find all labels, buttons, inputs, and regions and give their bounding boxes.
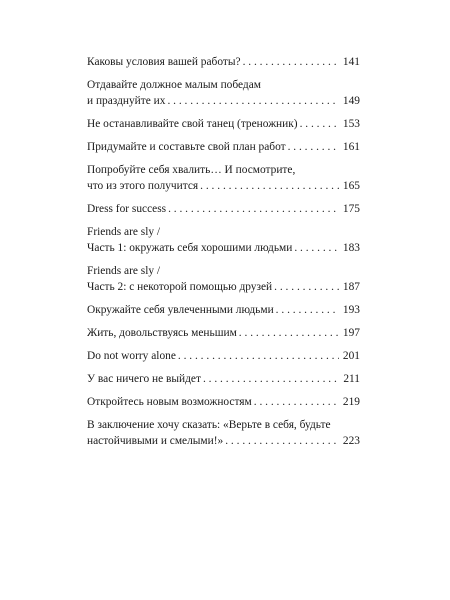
toc-page-number: 161 <box>342 141 360 153</box>
toc-entry-title-line: В заключение хочу сказать: «Верьте в себя, будьте <box>87 419 331 431</box>
toc-entry-row <box>87 201 360 217</box>
toc-entry-title-line: Часть 2: с некоторой помощью друзей <box>87 281 273 293</box>
dot-leader <box>200 178 339 194</box>
toc-entry-title-line: Откройтесь новым возможностям <box>87 396 252 408</box>
toc-entry-title-line: Попробуйте себя хвалить… И посмотрите, <box>87 164 296 176</box>
toc-page-number: 183 <box>342 242 360 254</box>
toc-page-number: 193 <box>342 304 360 316</box>
toc-entry[interactable] <box>87 54 360 70</box>
toc-entry-row <box>87 279 360 295</box>
toc-entry-row <box>87 54 360 70</box>
toc-page-number: 219 <box>342 396 360 408</box>
dot-leader <box>178 348 339 364</box>
toc-page-number: 175 <box>342 203 360 215</box>
toc-page-number: 223 <box>342 435 360 447</box>
toc-entry-row <box>87 325 360 341</box>
toc-entry-row <box>87 394 360 410</box>
toc-entry[interactable] <box>87 417 360 449</box>
dot-leader <box>168 201 339 217</box>
toc-entry-title-line: Часть 1: окружать себя хорошими людьми <box>87 242 293 254</box>
toc-entry[interactable] <box>87 224 360 256</box>
toc-entry[interactable] <box>87 263 360 295</box>
dot-leader <box>274 279 339 295</box>
toc-entry-title-line: Do not worry alone <box>87 350 176 362</box>
toc-entry[interactable] <box>87 139 360 155</box>
dot-leader <box>254 394 339 410</box>
toc-entry-row <box>87 139 360 155</box>
toc-entry-title-line: Friends are sly / <box>87 265 161 277</box>
toc-entry[interactable] <box>87 116 360 132</box>
toc-entry[interactable] <box>87 302 360 318</box>
toc-page-number: 201 <box>342 350 360 362</box>
dot-leader <box>300 116 339 132</box>
toc-page-number: 141 <box>342 56 360 68</box>
toc-page-number: 153 <box>342 118 360 130</box>
toc-entry-title-line: и празднуйте их <box>87 95 166 107</box>
dot-leader <box>203 371 339 387</box>
toc-entry[interactable] <box>87 371 360 387</box>
toc-entry-title-line: Dress for success <box>87 203 167 215</box>
toc-entry[interactable] <box>87 201 360 217</box>
toc-entry-title-line: настойчивыми и смелыми!» <box>87 435 224 447</box>
toc-entry[interactable] <box>87 77 360 109</box>
toc-page-number: 165 <box>342 180 360 192</box>
toc-entry[interactable] <box>87 325 360 341</box>
table-of-contents <box>87 54 360 456</box>
toc-entry[interactable] <box>87 394 360 410</box>
dot-leader <box>288 139 339 155</box>
dot-leader <box>167 93 339 109</box>
dot-leader <box>225 433 339 449</box>
toc-entry-row <box>87 93 360 109</box>
toc-entry-title-line: Не останавливайте свой танец (треножник) <box>87 118 298 130</box>
dot-leader <box>294 240 339 256</box>
dot-leader <box>276 302 339 318</box>
toc-page-number: 197 <box>342 327 360 339</box>
toc-entry-title-line: Friends are sly / <box>87 226 161 238</box>
toc-entry-row <box>87 178 360 194</box>
dot-leader <box>239 325 339 341</box>
toc-entry-title-line: Отдавайте должное малым победам <box>87 79 261 91</box>
toc-entry-row <box>87 371 360 387</box>
toc-entry-row <box>87 240 360 256</box>
toc-entry-row <box>87 433 360 449</box>
toc-entry-title-line: У вас ничего не выйдет <box>87 373 201 385</box>
toc-entry[interactable] <box>87 348 360 364</box>
toc-page-number: 211 <box>343 373 360 385</box>
toc-entry-row <box>87 116 360 132</box>
toc-entry-title-line: что из этого получится <box>87 180 199 192</box>
toc-page-number: 149 <box>342 95 360 107</box>
dot-leader <box>243 54 339 70</box>
toc-entry-title-line: Придумайте и составьте свой план работ <box>87 141 286 153</box>
toc-entry-title-line: Жить, довольствуясь меньшим <box>87 327 237 339</box>
toc-entry-row <box>87 348 360 364</box>
toc-entry-title-line: Окружайте себя увлеченными людьми <box>87 304 274 316</box>
toc-entry-title-line: Каковы условия вашей работы? <box>87 56 241 68</box>
toc-entry[interactable] <box>87 162 360 194</box>
toc-entry-row <box>87 302 360 318</box>
toc-page-number: 187 <box>342 281 360 293</box>
